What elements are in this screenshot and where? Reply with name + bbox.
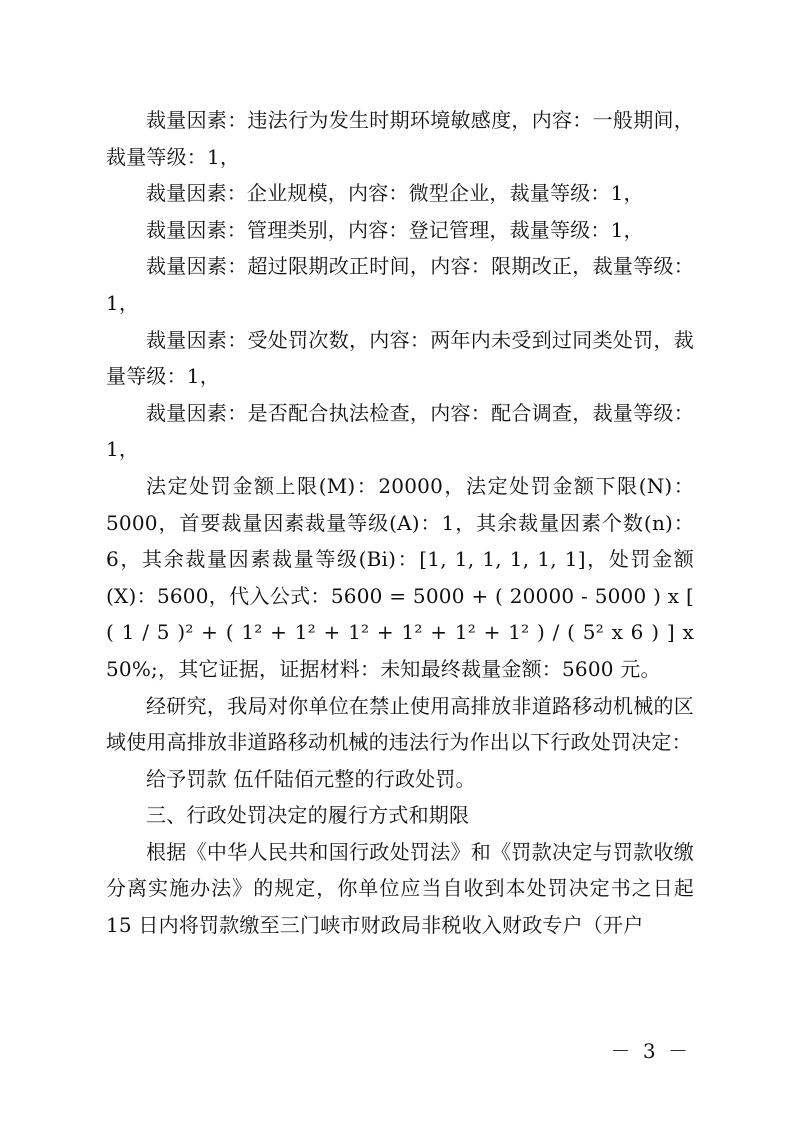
paragraph-decision-statement: 经研究，我局对你单位在禁止使用高排放非道路移动机械的区域使用高排放非道路移动机械的违法行为作出以下行政处罚决定： [106,693,694,755]
paragraph-penalty-calculation: 法定处罚金额上限(M)：20000，法定处罚金额下限(N)：5000，首要裁量因素裁量等级(A)：1，其余裁量因素个数(n)：6，其余裁量因素裁量等级(Bi)：[1, 1, 1, 1, 1, 1]，处罚金额(X)：5600，代入公式：5600 = 5000 + ( 20000 - 5000 ) x [ ( 1 / 5 )² + ( 1² + 1² + 1² + 1² + 1² + 1² ) / ( 5² x 6 ) ] x 50%;，其它证据，证据材料：未知最终裁量金额：5600 元。 [106,473,694,681]
paragraph-discretion-management-category: 裁量因素：管理类别，内容：登记管理，裁量等级：1， [146,217,644,242]
paragraph-discretion-penalty-count: 裁量因素：受处罚次数，内容：两年内未受到过同类处罚，裁量等级：1， [106,327,694,389]
paragraph-discretion-overdue-correction: 裁量因素：超过限期改正时间，内容：限期改正，裁量等级：1， [106,254,694,315]
paragraph-discretion-sensitivity: 裁量因素：违法行为发生时期环境敏感度，内容：一般期间，裁量等级：1， [106,108,694,169]
page-number: － 3 － [610,1039,691,1063]
paragraph-discretion-cooperation: 裁量因素：是否配合执法检查，内容：配合调查，裁量等级：1， [106,400,694,462]
paragraph-discretion-enterprise-size: 裁量因素：企业规模，内容：微型企业，裁量等级：1， [146,181,644,206]
paragraph-penalty-amount: 给予罚款 伍仟陆佰元整的行政处罚。 [146,766,476,791]
paragraph-payment-terms: 根据《中华人民共和国行政处罚法》和《罚款决定与罚款收缴分离实施办法》的规定，你单位应当自收到本处罚决定书之日起 15 日内将罚款缴至三门峡市财政局非税收入财政专户（开户 [106,839,694,938]
document-body [106,102,694,944]
section-heading-performance: 三、行政处罚决定的履行方式和期限 [146,803,470,828]
